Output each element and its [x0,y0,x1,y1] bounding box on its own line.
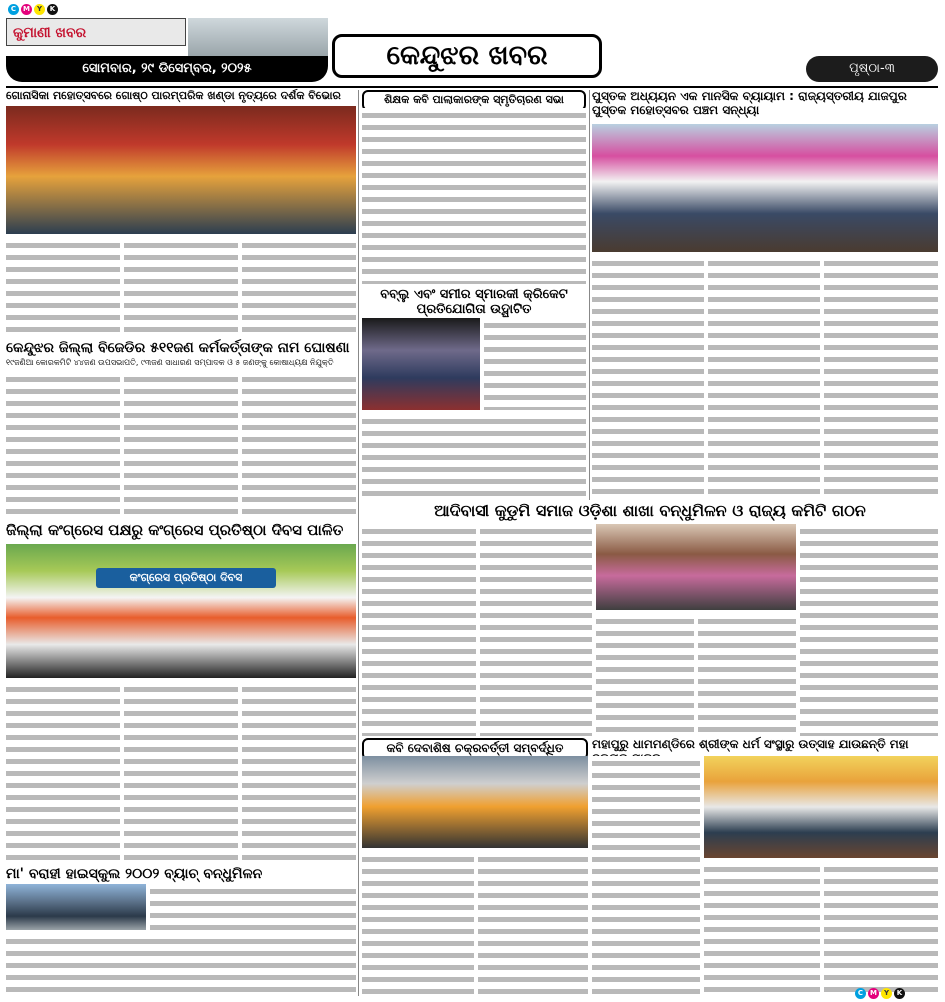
article-text-col [704,862,820,996]
photo-congress-event [6,544,356,678]
print-color-marks [8,4,58,15]
headline-mahapuru-dham: ମହାପୁରୁ ଧାମମଣ୍ଡିରେ ଶ୍ରୀଙ୍କ ଧର୍ମ ସଂସ୍ଥାରୁ ଉତ୍ସାହ ଯାଉଛନ୍ତି ମହା [592,737,909,751]
photo-book-festival-stage [592,124,938,252]
article-text-col [698,614,796,736]
headline-bjd-office-bearers: କେନ୍ଦୁଝର ଜିଲ୍ଲା ବିଜେଡିର ୫୧୧ଜଣ କର୍ମକର୍ତ୍ତାଙ୍କ ନାମ ଘୋଷଣା [6,340,350,356]
photo-kudumi-cultural-event [596,524,796,610]
column-divider [589,90,590,500]
article-text-col [362,852,474,996]
cyan-mark: C [8,4,19,15]
headline-poet-felicitated: କବି ଦେବାଶିଷ ଚକ୍ରବର୍ତ୍ତୀ ସମ୍ବର୍ଦ୍ଧିତ [362,738,588,760]
article-text-col [150,884,356,932]
photo-dance-performers [6,106,356,234]
photo-cricket-inauguration [362,318,480,410]
subhead-bjd: ୧୯ଜଣିଆ କୋରକମିଟି ୪୪ଜଣ ଉପସଭାପତି, ୯୩ଜଣ ସାଧାରଣ ସମ୍ପାଦକ ଓ ୫ ଜଣଙ୍କୁ କୋଷାଧ୍ୟକ୍ଷ ନିଯୁକ୍ତି [6,358,334,367]
header-landscape-image [188,18,328,56]
article-text-col [480,524,592,736]
article-text-col [124,372,238,520]
page-masthead: କେନ୍ଦୁଝର ଖବର [332,34,602,78]
banner-congress-day: କଂଗ୍ରେସ ପ୍ରତିଷ୍ଠା ଦିବସ [96,568,276,588]
article-text-col [242,238,356,336]
headline-kudumi-samaj: ଆଦିବାସୀ କୁଡୁମି ସମାଜ ଓଡ଼ିଶା ଶାଖା ବନ୍ଧୁମିଳନ ଓ ରାଜ୍ୟ କମିଟି ଗଠନ [434,501,866,520]
page-number: ପୃଷ୍ଠା-୩ [806,56,938,82]
magenta-mark: M [868,988,879,999]
article-text-col [824,862,938,996]
article-text-col [478,852,588,996]
photo-alumni-group [6,884,146,930]
article-text-col [800,524,938,736]
magenta-mark: M [21,4,32,15]
article-text-col [6,372,120,520]
article-text-col [124,238,238,336]
newspaper-brand: କୁମାଣୀ ଖବର [6,18,186,46]
headline-teacher-poet-memorial: ଶିକ୍ଷକ କବି ପାଲାକାରଙ୍କ ସ୍ମୃତିଚାରଣ ସଭା [362,90,586,111]
headline-congress-foundation-day: ଜିଲ୍ଲା କଂଗ୍ରେସ ପକ୍ଷରୁ କଂଗ୍ରେସ ପ୍ରତିଷ୍ଠା ଦିବସ ପାଳିତ [6,521,344,539]
black-mark: K [47,4,58,15]
black-mark: K [894,988,905,999]
headline-cricket-tournament: ବବ୍ଲୁ ଏବଂ ସମୀର ସ୍ମାରକୀ କ୍ରିକେଟ ପ୍ରତିଯୋଗିତା ଉଦ୍ଘାଟିତ [380,287,568,317]
article-text-col [592,256,704,500]
article-text-col [362,108,586,284]
article-text-col [362,524,476,736]
headline-maa-barahi-reunion: ମା' ବରାହୀ ହାଇସ୍କୁଲ ୨୦୦୨ ବ୍ୟାଚ୍ ବନ୍ଧୁମିଳନ [6,866,263,882]
article-text-col [6,238,120,336]
article-text-col [708,256,820,500]
article-text-col [124,682,238,864]
column-divider [358,90,359,996]
article-text-col [592,756,700,996]
headline-book-festival: ପୁସ୍ତକ ଅଧ୍ୟୟନ ଏକ ମାନସିକ ବ୍ୟାୟାମ : ରାଜ୍ୟସ୍ତରୀୟ ଯାଜପୁର ପୁସ୍ତକ ମହୋତ୍ସବର ପଞ୍ଚମ ସନ୍ଧ୍ୟା [592,89,907,117]
article-text-col [596,614,694,736]
cyan-mark: C [855,988,866,999]
article-text-col [362,414,586,500]
article-text-col [484,318,586,410]
headline-gonasika: ଗୋନାସିକା ମହୋତ୍ସବରେ ଗୋଷ୍ଠ ପାରମ୍ପରିକ ଖଣ୍ଡା ନୃତ୍ୟରେ ଦର୍ଶକ ବିଭୋର [6,89,341,102]
yellow-mark: Y [881,988,892,999]
header-rule [6,86,938,88]
publication-date: ସୋମବାର, ୨୯ ଡିସେମ୍ବର, ୨୦୨୫ [6,56,328,82]
print-color-marks-footer [855,988,905,999]
photo-felicitation [362,756,588,848]
article-text-col [824,256,938,500]
article-text-col [242,372,356,520]
article-text-col [6,682,120,864]
photo-religious-ceremony [704,756,938,858]
article-text-col [6,934,356,996]
yellow-mark: Y [34,4,45,15]
article-text-col [242,682,356,864]
